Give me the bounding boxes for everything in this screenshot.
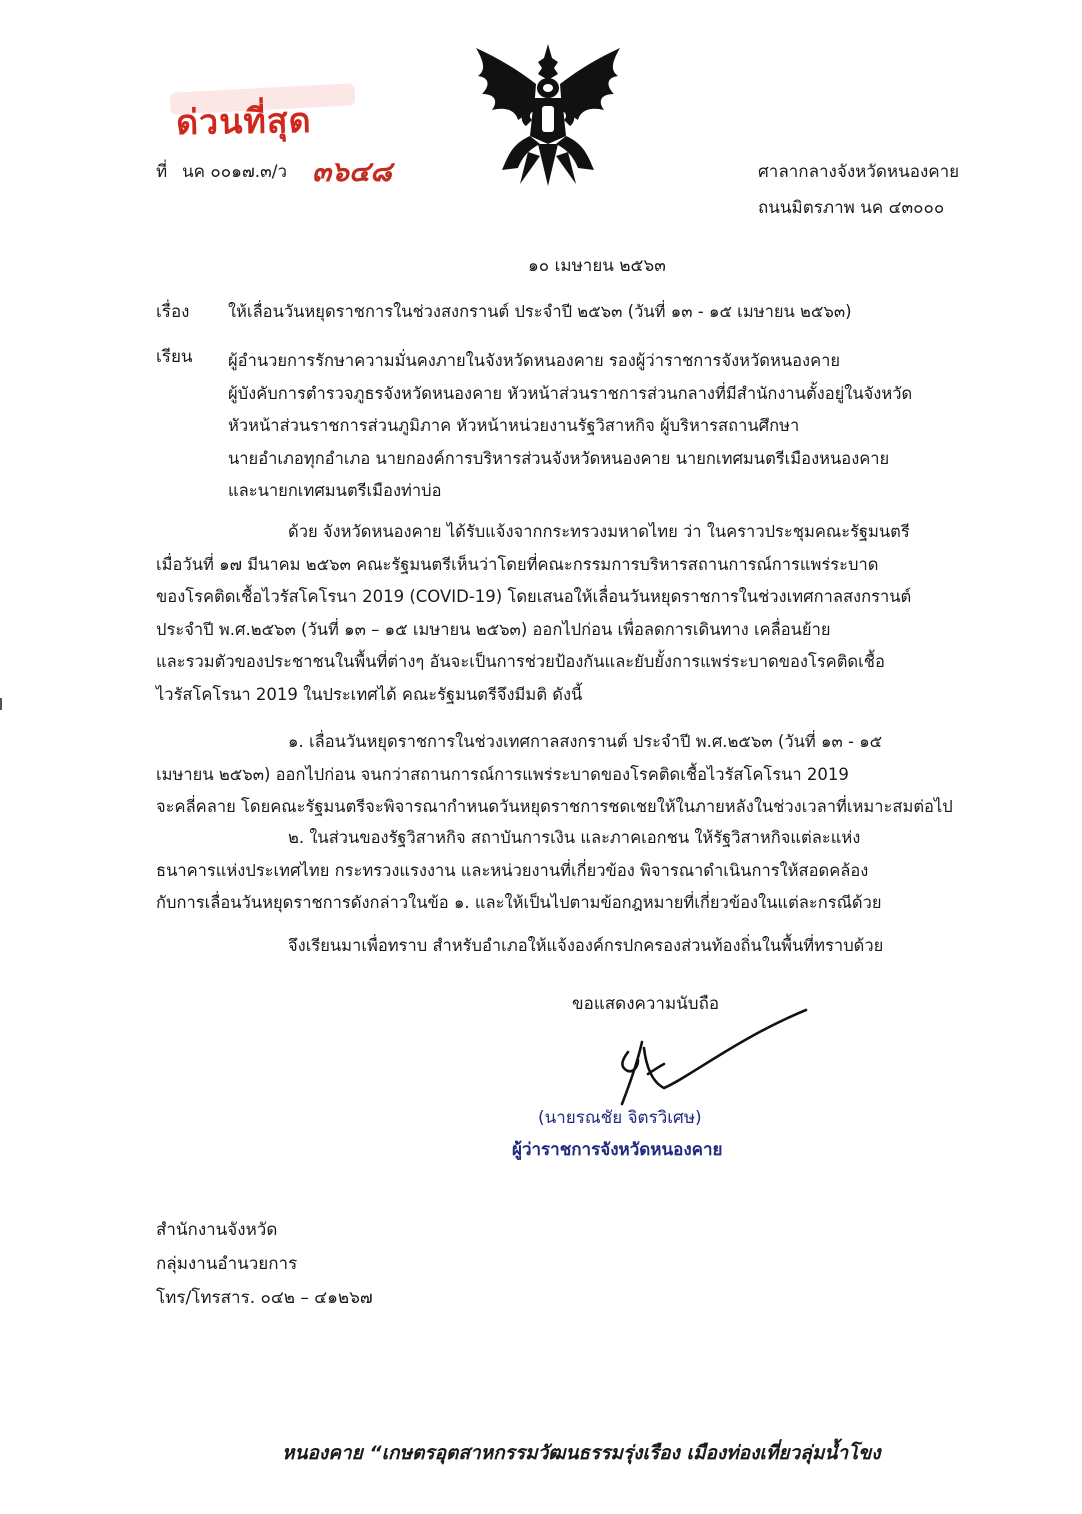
office-line-2: ถนนมิตรภาพ นค ๔๓๐๐๐ [758,198,945,218]
urgent-stamp: ด่วนที่สุด [175,100,313,144]
body-line: ด้วย จังหวัดหนองคาย ได้รับแจ้งจากกระทรวงมหาดไทย ว่า ในคราวประชุมคณะรัฐมนตรี [288,522,910,541]
garuda-emblem-icon [468,40,628,190]
recipient-block [228,345,912,508]
recipient-line: ผู้อำนวยการรักษาความมั่นคงภายในจังหวัดหนองคาย รองผู้ว่าราชการจังหวัดหนองคาย [228,351,841,370]
body-line: กับการเลื่อนวันหยุดราชการดังกล่าวในข้อ ๑. และให้เป็นไปตามข้อกฎหมายที่เกี่ยวข้องในแต่ละกรณีด้วย [156,893,882,913]
body-line: เมษายน ๒๕๖๓) ออกไปก่อน จนกว่าสถานการณ์การแพร่ระบาดของโรคติดเชื้อไวรัสโคโรนา 2019 [156,764,849,784]
reference-number: นค ๐๐๑๗.๓/ว [182,162,288,182]
body-line: จะคลี่คลาย โดยคณะรัฐมนตรีจะพิจารณากำหนดวันหยุดราชการชดเชยให้ในภายหลังในช่วงเวลาที่เหมาะสมต่อไป [156,797,953,817]
body-line: ๒. ในส่วนของรัฐวิสาหกิจ สถาบันการเงิน และภาคเอกชน ให้รัฐวิสาหกิจแต่ละแห่ง [288,828,861,847]
contact-division: กลุ่มงานอำนวยการ [156,1254,298,1274]
recipient-line: และนายกเทศมนตรีเมืองท่าบ่อ [228,481,442,501]
closing-sentence: จึงเรียนมาเพื่อทราบ สำหรับอำเภอให้แจ้งองค์กรปกครองส่วนท้องถิ่นในพื้นที่ทราบด้วย [288,936,884,955]
recipient-line: ผู้บังคับการตำรวจภูธรจังหวัดหนองคาย หัวหน้าส่วนราชการส่วนกลางที่มีสำนักงานตั้งอยู่ในจังหวัด [228,383,913,403]
body-line: และรวมตัวของประชาชนในพื้นที่ต่างๆ อันจะเป็นการช่วยป้องกันและยับยั้งการแพร่ระบาดของโรคติดเชื้อ [156,652,885,672]
body-line: ๑. เลื่อนวันหยุดราชการในช่วงเทศกาลสงกรานต์ ประจำปี พ.ศ.๒๕๖๓ (วันที่ ๑๓ - ๑๕ [288,732,883,751]
subject-label: เรื่อง [156,302,190,322]
recipient-line: หัวหน้าส่วนราชการส่วนภูมิภาค หัวหน้าหน่วยงานรัฐวิสาหกิจ ผู้บริหารสถานศึกษา [228,416,800,436]
reference-label: ที่ [156,162,168,182]
body-line: ของโรคติดเชื้อไวรัสโคโรนา 2019 (COVID-19) โดยเสนอให้เลื่อนวันหยุดราชการในช่วงเทศกาลสงกรานต์ [156,587,912,607]
reference-handwritten: ๓๖๔๘ [312,155,392,188]
body-line: ไวรัสโคโรนา 2019 ในประเทศได้ คณะรัฐมนตรีจึงมีมติ ดังนี้ [156,684,583,704]
body-paragraph-1 [156,516,990,712]
subject-text: ให้เลื่อนวันหยุดราชการในช่วงสงกรานต์ ประจำปี ๒๕๖๓ (วันที่ ๑๓ - ๑๕ เมษายน ๒๕๖๓) [228,302,852,321]
body-line: เมื่อวันที่ ๑๗ มีนาคม ๒๕๖๓ คณะรัฐมนตรีเห็นว่าโดยที่คณะกรรมการบริหารสถานการณ์การแพร่ระบาด [156,554,879,574]
office-line-1: ศาลากลางจังหวัดหนองคาย [758,162,960,182]
body-item-1 [156,726,990,824]
scan-mark [0,698,2,710]
footer-motto: หนองคาย “เกษตรอุตสาหกรรมวัฒนธรรมรุ่งเรือง เมืองท่องเที่ยวลุ่มน้ำโขง [282,1442,881,1464]
letter-date: ๑๐ เมษายน ๒๕๖๓ [528,256,666,276]
contact-phone: โทร/โทรสาร. ๐๔๒ – ๔๑๒๖๗ [156,1288,373,1308]
recipient-label: เรียน [156,347,193,367]
body-item-2 [156,822,990,920]
signatory-position: ผู้ว่าราชการจังหวัดหนองคาย [512,1140,723,1160]
signatory-name: (นายรณชัย จิตรวิเศษ) [538,1108,702,1128]
salutation: ขอแสดงความนับถือ [572,994,720,1014]
recipient-line: นายอำเภอทุกอำเภอ นายกองค์การบริหารส่วนจังหวัดหนองคาย นายกเทศมนตรีเมืองหนองคาย [228,448,890,468]
handwritten-signature [598,1008,818,1112]
body-line: ธนาคารแห่งประเทศไทย กระทรวงแรงงาน และหน่วยงานที่เกี่ยวข้อง พิจารณาดำเนินการให้สอดคล้อง [156,860,869,880]
contact-office: สำนักงานจังหวัด [156,1220,278,1240]
body-line: ประจำปี พ.ศ.๒๕๖๓ (วันที่ ๑๓ – ๑๕ เมษายน ๒๕๖๓) ออกไปก่อน เพื่อลดการเดินทาง เคลื่อนย้าย [156,619,831,639]
